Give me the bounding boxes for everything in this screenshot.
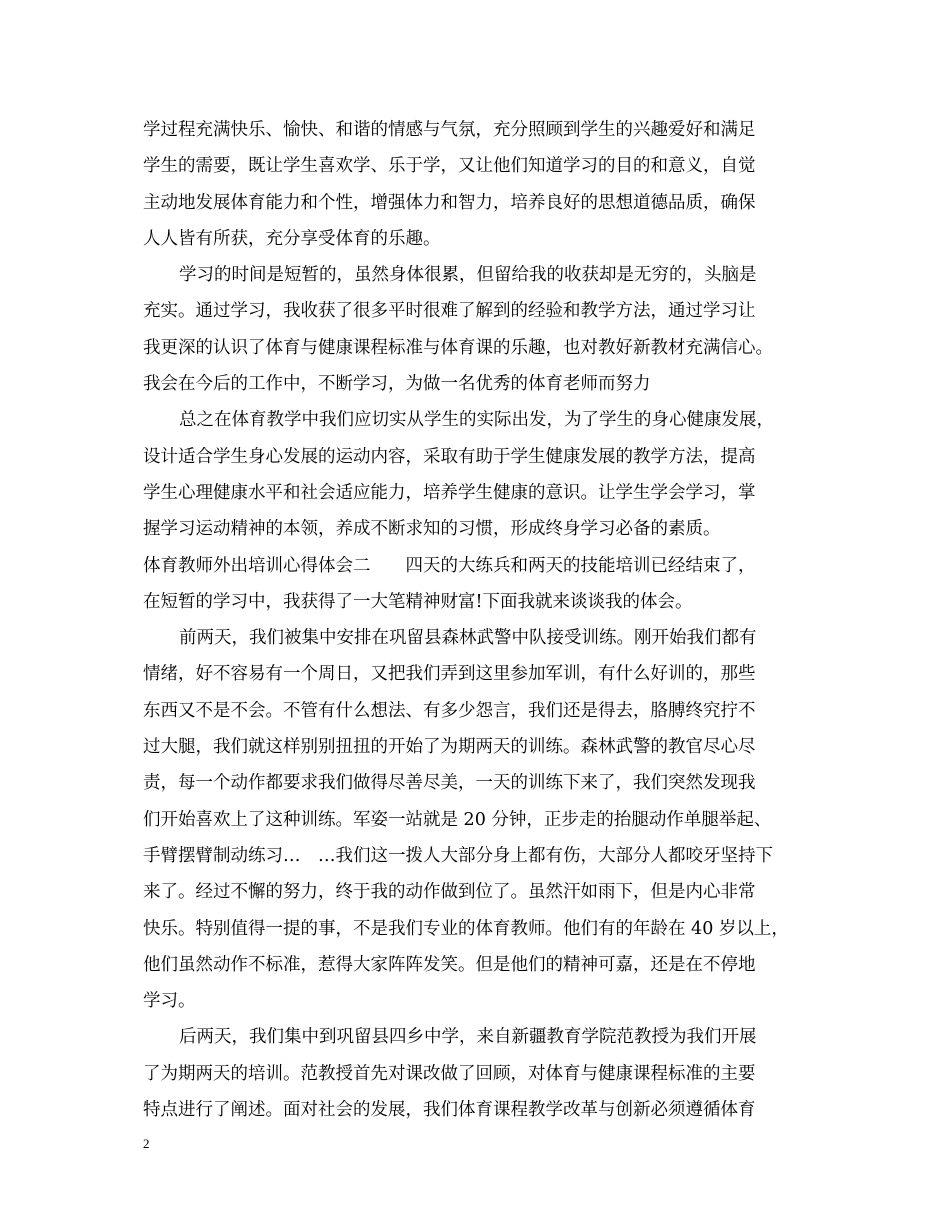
text-line: 学生的需要，既让学生喜欢学、乐于学，又让他们知道学习的目的和意义，自觉 [143,156,756,177]
text-line: 学习的时间是短暂的，虽然身体很累，但留给我的收获却是无穷的，头脑是 [179,265,757,286]
text-line: 前两天，我们被集中安排在巩留县森林武警中队接受训练。刚开始我们都有 [179,628,757,649]
text-line: 学过程充满快乐、愉快、和谐的情感与气氛，充分照顾到学生的兴趣爱好和满足 [143,120,756,140]
text-line: 了为期两天的培训。范教授首先对课改做了回顾，对体育与健康课程标准的主要 [143,1063,756,1084]
section-heading-line: 体育教师外出培训心得体会二 四天的大练兵和两天的技能培训已经结束了， [143,555,756,576]
text-line: 学生心理健康水平和社会适应能力，培养学生健康的意识。让学生学会学习，掌 [143,482,756,503]
text-line: 后两天，我们集中到巩留县四乡中学，来自新疆教育学院范教授为我们开展 [179,1027,757,1048]
text-line: 在短暂的学习中，我获得了一大笔精神财富!下面我就来谈谈我的体会。 [143,591,693,612]
paragraph-1 [143,112,808,257]
text-line: 我会在今后的工作中，不断学习，为做一名优秀的体育老师而努力 [143,374,651,395]
text-line: 特点进行了阐述。面对社会的发展，我们体育课程教学改革与创新必须遵循体育 [143,1100,756,1121]
text-line: 来了。经过不懈的努力，终于我的动作做到位了。虽然汗如雨下，但是内心非常 [143,882,756,903]
text-line: 人人皆有所获，充分享受体育的乐趣。 [143,228,441,249]
paragraph-5 [143,620,808,1019]
text-line: 手臂摆臂制动练习… …我们这一拨人大部分身上都有伤，大部分人都咬牙坚持下 [143,845,773,866]
paragraph-3 [143,402,808,547]
text-line: 情绪，好不容易有一个周日，又把我们弄到这里参加军训，有什么好训的，那些 [143,664,756,685]
document-body [143,112,808,1128]
text-line: 我更深的认识了体育与健康课程标准与体育课的乐趣，也对教好新教材充满信心。 [143,337,773,358]
text-line: 设计适合学生身心发展的运动内容，采取有助于学生健康发展的教学方法，提高 [143,446,756,467]
text-line: 过大腿，我们就这样别别扭扭的开始了为期两天的训练。森林武警的教官尽心尽 [143,737,756,758]
text-line: 责，每一个动作都要求我们做得尽善尽美，一天的训练下来了，我们突然发现我 [143,773,756,794]
text-line: 主动地发展体育能力和个性，增强体力和智力，培养良好的思想道德品质，确保 [143,192,756,213]
text-line: 们开始喜欢上了这种训练。军姿一站就是 20 分钟，正步走的抬腿动作单腿举起、 [143,809,772,830]
text-line: 握学习运动精神的本领，养成不断求知的习惯，形成终身学习必备的素质。 [143,519,721,540]
text-line: 东西又不是不会。不管有什么想法、有多少怨言，我们还是得去，胳膊终究拧不 [143,700,756,721]
text-line: 快乐。特别值得一提的事，不是我们专业的体育教师。他们有的年龄在 40 岁以上， [143,918,789,939]
paragraph-2 [143,257,808,402]
paragraph-4 [143,548,808,621]
text-line: 总之在体育教学中我们应切实从学生的实际出发，为了学生的身心健康发展， [179,410,774,431]
page-number: 2 [143,1136,150,1151]
text-line: 他们虽然动作不标准，惹得大家阵阵发笑。但是他们的精神可嘉，还是在不停地 [143,954,756,975]
paragraph-6 [143,1019,808,1128]
text-line: 充实。通过学习，我收获了很多平时很难了解到的经验和教学方法，通过学习让 [143,301,756,322]
text-line: 学习。 [143,991,196,1012]
